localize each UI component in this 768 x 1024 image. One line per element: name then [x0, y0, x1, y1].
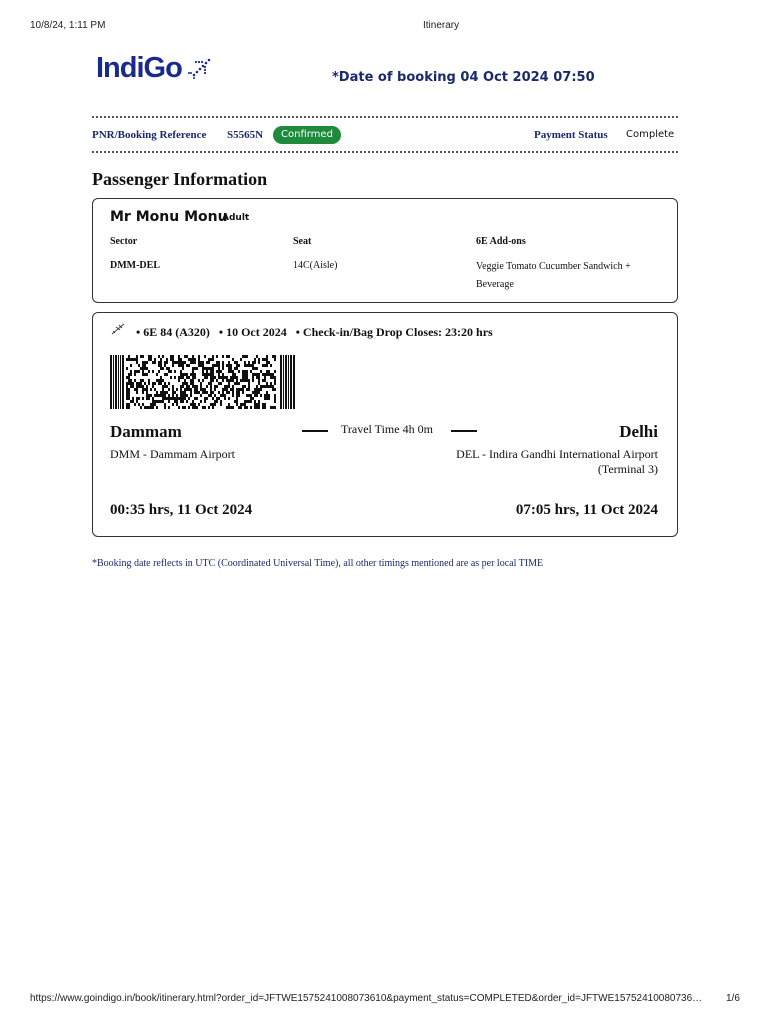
route-dash-right	[451, 430, 477, 432]
destination-airport-name: DEL - Indira Gandhi International Airport	[456, 447, 658, 461]
addons-value: Veggie Tomato Cucumber Sandwich + Beverage	[476, 261, 631, 290]
pnr-label: PNR/Booking Reference	[92, 129, 207, 141]
footnote: *Booking date reflects in UTC (Coordinated Universal Time), all other timings mentioned are as per local TIME	[92, 558, 544, 569]
booking-date-value: 04 Oct 2024 07:50	[460, 70, 595, 85]
logo-text: IndiGo	[96, 52, 182, 84]
booking-date-label: *Date of booking	[332, 70, 456, 85]
destination-airport	[456, 447, 658, 477]
addons-header: 6E Add-ons	[476, 236, 526, 247]
checkin-closes: • Check-in/Bag Drop Closes: 23:20 hrs	[295, 325, 493, 339]
flight-summary	[136, 325, 493, 340]
pnr-value: S5565N	[227, 129, 264, 141]
plane-icon	[185, 56, 213, 80]
payment-status-value: Complete	[626, 129, 675, 140]
indigo-logo	[96, 52, 213, 85]
sector-header: Sector	[110, 236, 138, 247]
seat-value: 14C(Aisle)	[293, 260, 338, 271]
route-dash-left	[302, 430, 328, 432]
sector-value: DMM-DEL	[110, 260, 160, 271]
flight-number: • 6E 84 (A320)	[136, 325, 210, 339]
passenger-type: Adult	[222, 213, 250, 223]
print-doc-title: Itinerary	[423, 20, 460, 31]
travel-time: Travel Time 4h 0m	[341, 422, 433, 436]
divider-bottom	[92, 151, 678, 153]
print-footer-page: 1/6	[726, 993, 740, 1004]
origin-city: Dammam	[110, 422, 182, 441]
status-badge: Confirmed	[273, 126, 341, 144]
print-footer-url: https://www.goindigo.in/book/itinerary.html?order_id=JFTWE1575241008073610&payment_status=COMPLETED&order_id=JFTWE15752410080736…	[30, 993, 703, 1004]
destination-city: Delhi	[619, 422, 658, 441]
divider-top	[92, 116, 678, 118]
destination-terminal: (Terminal 3)	[597, 462, 658, 476]
barcode	[110, 355, 296, 409]
flight-date: • 10 Oct 2024	[218, 325, 287, 339]
origin-airport: DMM - Dammam Airport	[110, 447, 235, 461]
airplane-icon	[110, 322, 126, 336]
payment-status-label: Payment Status	[534, 129, 608, 141]
seat-header: Seat	[293, 236, 312, 247]
arrival-time: 07:05 hrs, 11 Oct 2024	[515, 502, 658, 518]
departure-time: 00:35 hrs, 11 Oct 2024	[110, 502, 253, 518]
print-datetime: 10/8/24, 1:11 PM	[30, 20, 106, 31]
booking-date	[332, 70, 595, 85]
section-title: Passenger Information	[92, 169, 268, 189]
passenger-name: Mr Monu Monu	[110, 209, 228, 225]
